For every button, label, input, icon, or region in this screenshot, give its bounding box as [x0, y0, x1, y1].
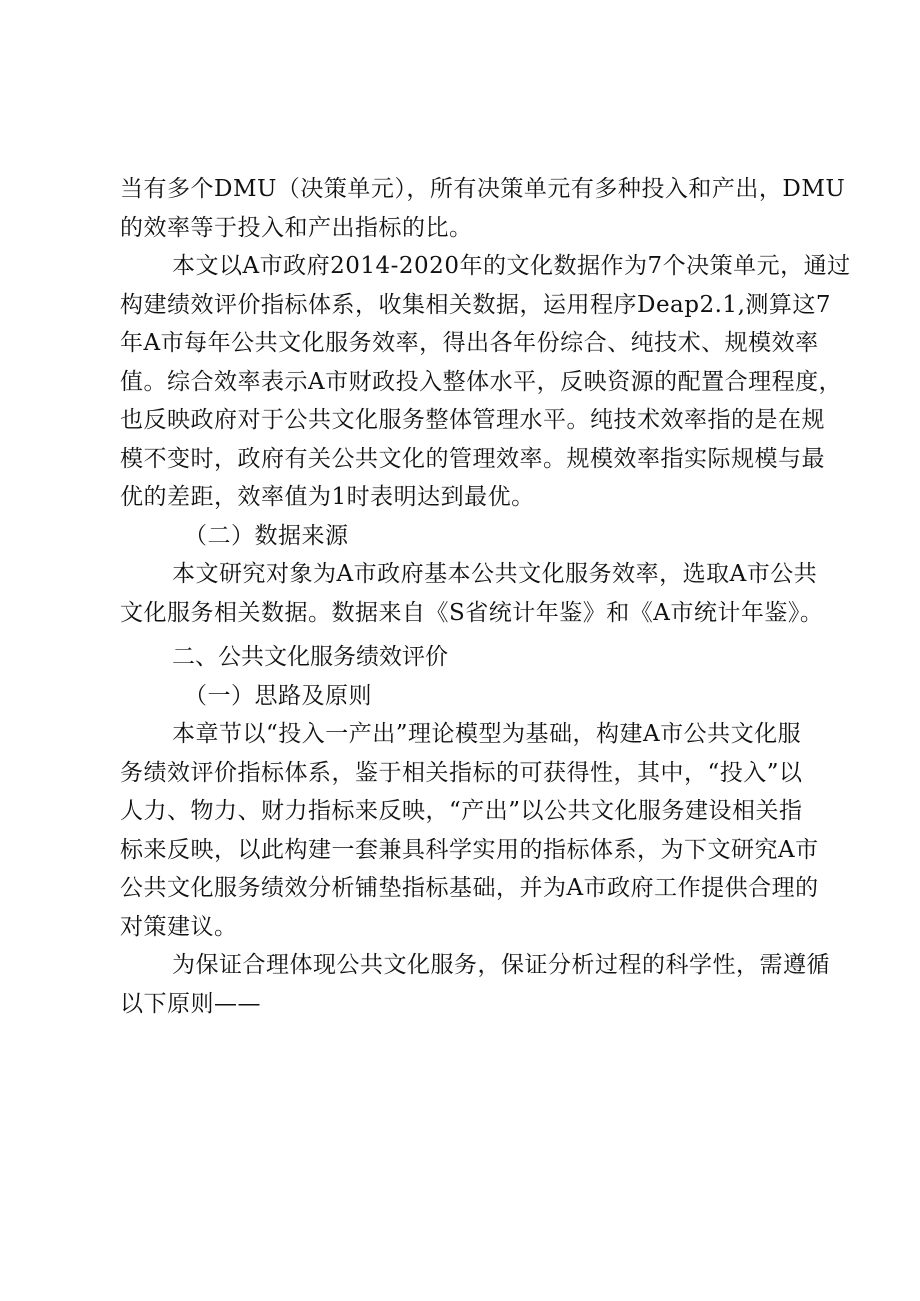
text-line: 人力、物力、财力指标来反映，“产出”以公共文化服务建设相关指	[120, 798, 803, 824]
text-line: 优的差距，效率值为1时表明达到最优。	[120, 484, 535, 510]
section-heading: 二、公共文化服务绩效评价	[172, 644, 448, 670]
text-line: 为保证合理体现公共文化服务，保证分析过程的科学性，需遵循	[172, 952, 830, 978]
text-line: 当有多个DMU（决策单元），所有决策单元有多种投入和产出，DMU	[120, 176, 846, 202]
text-line: 标来反映，以此构建一套兼具科学实用的指标体系，为下文研究A市	[120, 836, 819, 863]
text-line: 本文以A市政府2014-2020年的文化数据作为7个决策单元，通过	[172, 253, 851, 279]
paragraph-data-source	[120, 555, 824, 632]
subheading-principles: （一）思路及原则	[184, 682, 372, 709]
text-line: 本文研究对象为A市政府基本公共文化服务效率，选取A市公共	[172, 561, 818, 587]
text-line: 务绩效评价指标体系，鉴于相关指标的可获得性，其中，“投入”以	[120, 759, 803, 786]
text-line: 值。综合效率表示A市财政投入整体水平，反映资源的配置合理程度，	[120, 368, 843, 395]
paragraph-framework	[120, 715, 820, 946]
paragraph-principles-intro	[120, 946, 830, 1023]
text-line: 模不变时，政府有关公共文化的管理效率。规模效率指实际规模与最	[120, 445, 825, 472]
subheading-data-source: （二）数据来源	[184, 522, 349, 549]
text-line: 也反映政府对于公共文化服务整体管理水平。纯技术效率指的是在规	[120, 407, 825, 433]
paragraph-dmu-definition	[120, 170, 846, 247]
paragraph-method	[120, 247, 851, 517]
text-line: 文化服务相关数据。数据来自《S省统计年鉴》和《A市统计年鉴》。	[120, 599, 824, 626]
text-line: 公共文化服务绩效分析铺垫指标基础，并为A市政府工作提供合理的	[120, 875, 819, 901]
document-body	[120, 170, 851, 1023]
text-line: 构建绩效评价指标体系，收集相关数据，运用程序Deap2.1,测算这7	[120, 291, 832, 318]
text-line: 的效率等于投入和产出指标的比。	[120, 214, 473, 241]
text-line: 以下原则——	[120, 990, 261, 1017]
text-line: 年A市每年公共文化服务效率，得出各年份综合、纯技术、规模效率	[120, 330, 819, 356]
text-line: 本章节以“投入一产出”理论模型为基础，构建A市公共文化服	[172, 721, 802, 747]
text-line: 对策建议。	[120, 913, 238, 940]
